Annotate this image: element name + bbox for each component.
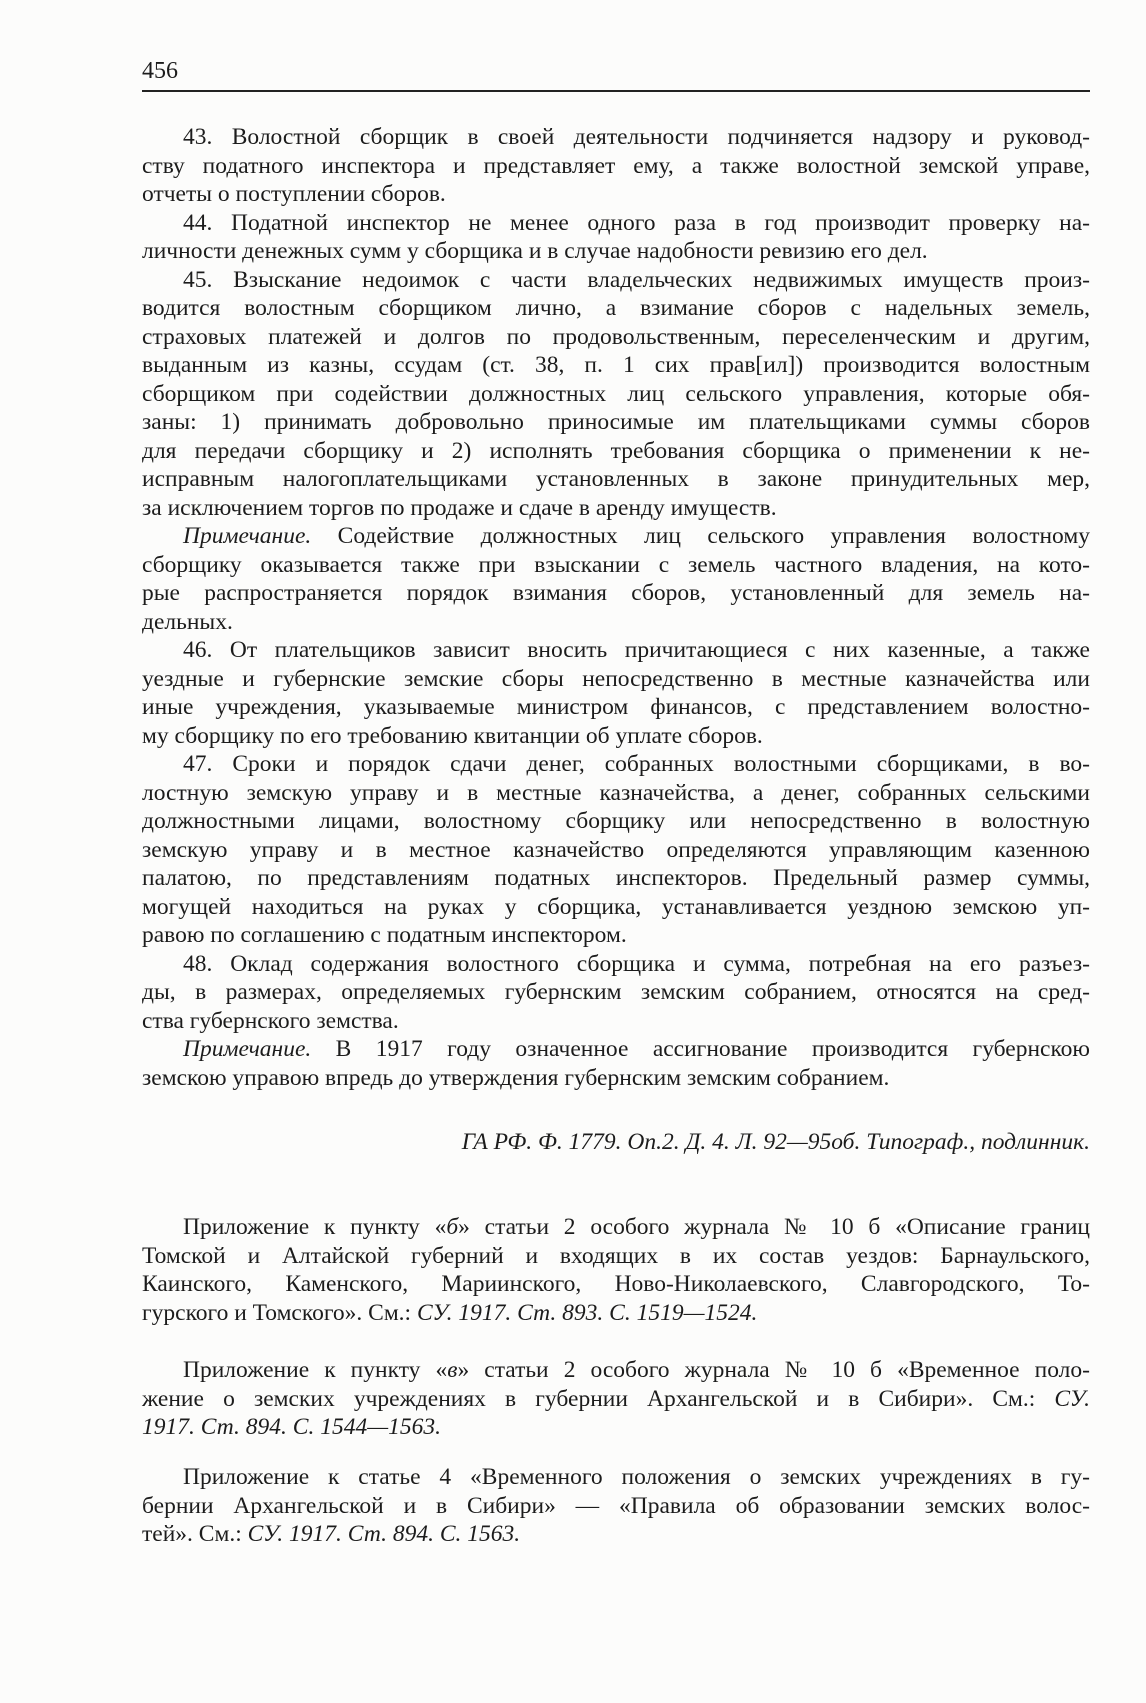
text: Содействие должностных лиц сельского управления волостному — [311, 523, 1090, 549]
text: уездные и губернские земские сборы непосредственно в местные казначейства или — [142, 665, 1090, 692]
text: сборщику оказывается также при взыскании с земель частного владения, на кото- — [142, 551, 1090, 578]
text: лостную земскую управу и в местные казначейства, а денег, собранных сельскими — [142, 779, 1090, 806]
text: выданным из казны, ссудам (ст. 38, п. 1 сих прав[ил]) производится волостным — [142, 352, 1090, 378]
text: Приложение к статье 4 «Временного положения о земских учреждениях в гу- — [183, 1464, 1090, 1490]
text: должностными лицами, волостному сборщику или непосредственно в волостную — [142, 808, 1090, 834]
text: заны: 1) принимать добровольно приносимые им плательщиками суммы сборов — [142, 409, 1090, 435]
text-line — [142, 351, 1090, 380]
text-line — [142, 807, 1090, 836]
italic-text: Примечание. — [183, 1036, 312, 1062]
text-line — [142, 921, 1090, 950]
text: личности денежных сумм у сборщика и в случае надобности ревизию его дел. — [142, 238, 928, 264]
text: гурского и Томского». См.: — [142, 1299, 417, 1326]
paragraph — [142, 123, 1090, 209]
text: Приложение к пункту « — [183, 1357, 448, 1383]
text: Томской и Алтайской губерний и входящих в их состав уездов: Барнаульского, — [142, 1242, 1090, 1269]
italic-text: СУ. 1917. Ст. 893. С. 1519—1524. — [416, 1299, 758, 1326]
text-line — [142, 1356, 1090, 1385]
text: му сборщику по его требованию квитанции об уплате сборов. — [142, 722, 763, 749]
text-line — [142, 1413, 1090, 1442]
italic-text: б — [446, 1214, 459, 1240]
italic-text: СУ. 1917. Ст. 894. С. 1563. — [247, 1521, 521, 1547]
italic-text: СУ. — [1054, 1385, 1090, 1412]
italic-text: Примечание. — [183, 523, 312, 549]
text-line — [142, 1299, 1090, 1328]
text: дельных. — [142, 608, 233, 635]
text: ству податного инспектора и представляет ему, а также волостной земской управе, — [142, 152, 1090, 179]
text-line — [142, 522, 1090, 551]
italic-text: в — [447, 1357, 458, 1383]
text: тей». См.: — [142, 1521, 248, 1547]
text-line — [142, 1007, 1090, 1036]
text: 45. Взыскание недоимок с части владельческих недвижимых имуществ произ- — [183, 266, 1090, 293]
archive-citation: ГА РФ. Ф. 1779. Оп.2. Д. 4. Л. 92—95об. Типограф., подлинник. — [461, 1129, 1090, 1155]
text: рые распространяется порядок взимания сборов, установленный для земель на- — [142, 580, 1090, 606]
text-line — [142, 180, 1090, 209]
text-line — [142, 1520, 1090, 1549]
text: 43. Волостной сборщик в своей деятельности подчиняется надзору и руковод- — [183, 124, 1090, 150]
paragraph — [142, 1463, 1090, 1549]
text-line — [142, 294, 1090, 323]
text: могущей находиться на руках у сборщика, устанавливается уездною земскою уп- — [142, 893, 1090, 920]
appendix-note-b — [142, 1213, 1090, 1327]
text: равою по соглашению с податным инспектором. — [142, 922, 627, 948]
italic-text: 1917. Ст. 894. С. 1544—1563. — [142, 1414, 441, 1440]
text: ды, в размерах, определяемых губернским земским собранием, относятся на сред- — [142, 979, 1090, 1005]
text: исправным налогоплательщиками установленных в законе принудительных мер, — [142, 466, 1090, 492]
text: » статьи 2 особого журнала № 10 б «Временное поло- — [457, 1357, 1090, 1383]
paragraph — [142, 1035, 1090, 1092]
paragraph — [142, 522, 1090, 636]
text: 47. Сроки и порядок сдачи денег, собранных волостными сборщиками, в во- — [183, 751, 1090, 777]
text: бернии Архангельской и в Сибири» — «Правила об образовании земских волос- — [142, 1492, 1090, 1519]
text-line — [142, 1270, 1090, 1299]
text: отчеты о поступлении сборов. — [142, 181, 446, 207]
text-line — [142, 722, 1090, 751]
text-line — [142, 608, 1090, 637]
text-line — [142, 950, 1090, 979]
paragraph — [142, 750, 1090, 950]
text-line — [142, 1242, 1090, 1271]
text-line — [142, 636, 1090, 665]
text: жение о земских учреждениях в губернии Архангельской и в Сибири». См.: — [142, 1385, 1055, 1412]
text: сборщиком при содействии должностных лиц сельского управления, которые обя- — [142, 380, 1090, 407]
text: водится волостным сборщиком лично, а взимание сборов с надельных земель, — [142, 295, 1090, 321]
text-line — [142, 779, 1090, 808]
text-line — [142, 693, 1090, 722]
text: за исключением торгов по продаже и сдаче в аренду имуществ. — [142, 494, 777, 521]
text-line — [142, 323, 1090, 352]
text-line — [142, 1385, 1090, 1414]
text: земскую управу и в местное казначейство определяются управляющим казенною — [142, 836, 1090, 863]
text: ства губернского земства. — [142, 1007, 399, 1034]
text: 48. Оклад содержания волостного сборщика и сумма, потребная на его разъез- — [183, 950, 1090, 977]
text-line — [142, 750, 1090, 779]
text-line — [142, 237, 1090, 266]
text-line — [142, 893, 1090, 922]
text-line — [142, 152, 1090, 181]
paragraph — [142, 636, 1090, 750]
text: Каинского, Каменского, Мариинского, Ново-Николаевского, Славгородского, То- — [142, 1271, 1090, 1297]
text-line — [142, 665, 1090, 694]
text-line — [142, 551, 1090, 580]
text-line — [142, 579, 1090, 608]
text: страховых платежей и долгов по продовольственным, переселенческим и другим, — [142, 323, 1090, 350]
paragraph — [142, 1356, 1090, 1442]
text-line — [142, 494, 1090, 523]
text: палатою, по представлениям податных инспекторов. Предельный размер суммы, — [142, 865, 1090, 891]
text-line — [142, 437, 1090, 466]
text-line — [142, 209, 1090, 238]
text-line — [142, 1035, 1090, 1064]
text: 46. От плательщиков зависит вносить причитающиеся с них казенные, а также — [183, 637, 1090, 663]
header-rule — [142, 90, 1090, 92]
text: В 1917 году означенное ассигнование производится губернскою — [311, 1036, 1090, 1062]
text-line — [142, 408, 1090, 437]
text-line — [142, 1213, 1090, 1242]
text-line — [142, 123, 1090, 152]
text-line — [142, 266, 1090, 295]
text: Приложение к пункту « — [183, 1214, 447, 1240]
text: иные учреждения, указываемые министром финансов, с представлением волостно- — [142, 694, 1090, 720]
text-line — [142, 1492, 1090, 1521]
text-line — [142, 836, 1090, 865]
document-body — [142, 123, 1090, 1092]
appendix-note-v — [142, 1356, 1090, 1442]
text: 44. Податной инспектор не менее одного раза в год производит проверку на- — [183, 209, 1090, 236]
paragraph — [142, 1213, 1090, 1327]
text: земскою управою впредь до утверждения губернским земским собранием. — [142, 1064, 890, 1091]
appendix-note-article-4 — [142, 1463, 1090, 1549]
page-number: 456 — [142, 58, 178, 84]
paragraph — [142, 209, 1090, 266]
text: » статьи 2 особого журнала № 10 б «Описание границ — [458, 1214, 1090, 1240]
paragraph — [142, 266, 1090, 523]
paragraph — [142, 950, 1090, 1036]
text-line — [142, 978, 1090, 1007]
text-line — [142, 380, 1090, 409]
text-line — [142, 465, 1090, 494]
text-line — [142, 1463, 1090, 1492]
text: для передачи сборщику и 2) исполнять требования сборщика о применении к не- — [142, 437, 1090, 464]
text-line — [142, 864, 1090, 893]
text-line — [142, 1064, 1090, 1093]
